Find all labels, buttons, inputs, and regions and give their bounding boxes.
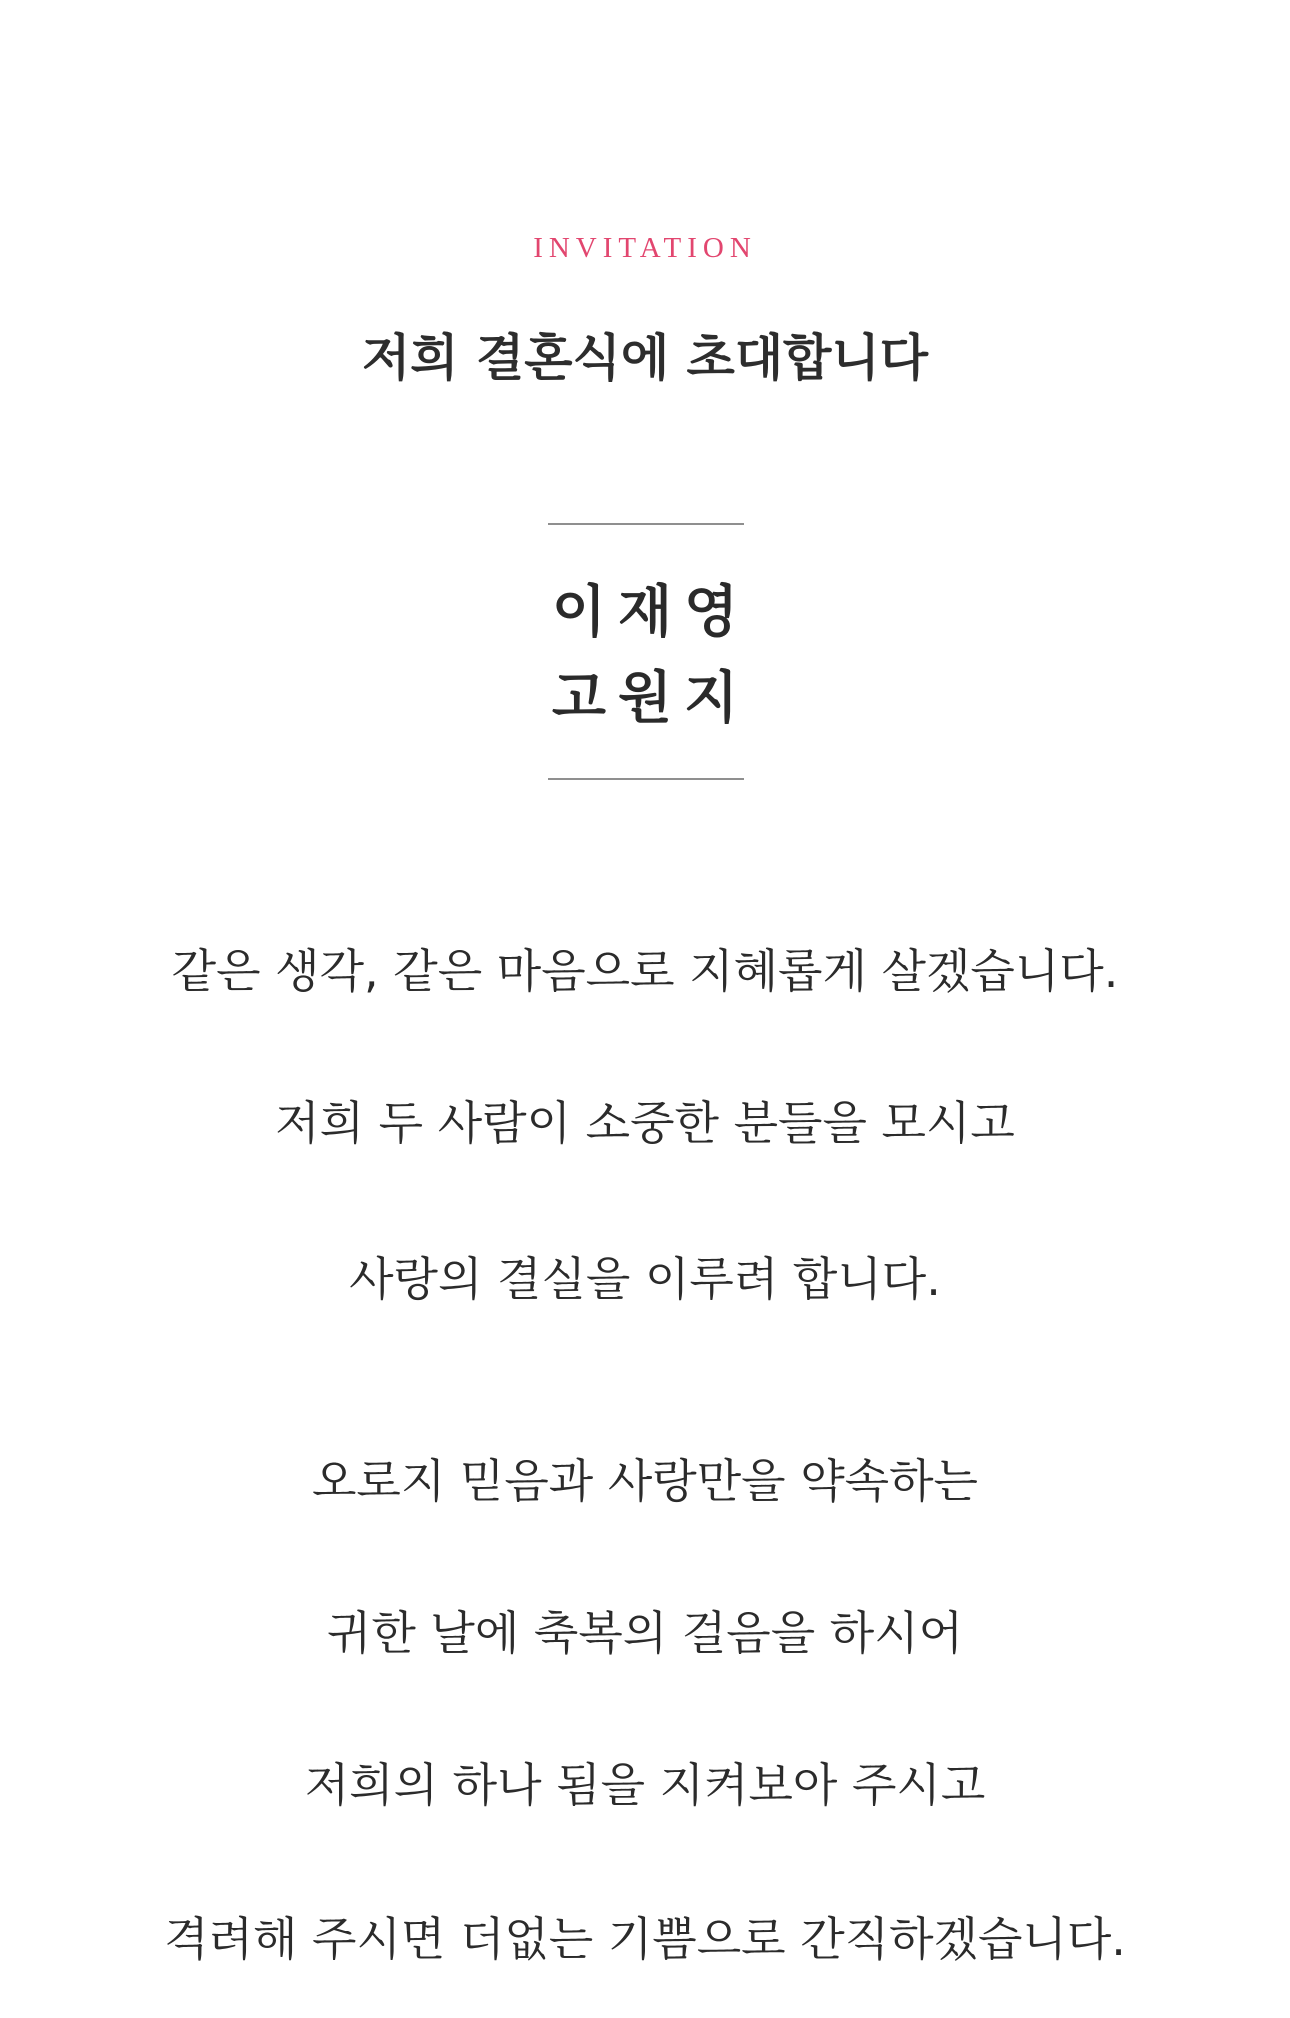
message-line: 저희의 하나 됨을 지켜보아 주시고 — [304, 1758, 986, 1812]
top-divider — [548, 523, 744, 525]
invitation-eyebrow: INVITATION — [533, 232, 757, 264]
couple-names — [0, 570, 1290, 742]
message-line: 저희 두 사람이 소중한 분들을 모시고 — [275, 1096, 1015, 1150]
groom-name: 이재영 — [551, 580, 751, 645]
message-line: 같은 생각, 같은 마음으로 지혜롭게 살겠습니다. — [171, 944, 1119, 998]
message-line: 오로지 믿음과 사랑만을 약속하는 — [312, 1454, 978, 1508]
bride-name: 고원지 — [551, 666, 751, 731]
message-line: 격려해 주시면 더없는 기쁨으로 간직하겠습니다. — [164, 1912, 1126, 1966]
message-line: 귀한 날에 축복의 걸음을 하시어 — [326, 1606, 964, 1660]
message-line: 사랑의 결실을 이루려 합니다. — [349, 1252, 941, 1306]
bottom-divider — [548, 778, 744, 780]
invitation-title: 저희 결혼식에 초대합니다 — [361, 329, 929, 387]
